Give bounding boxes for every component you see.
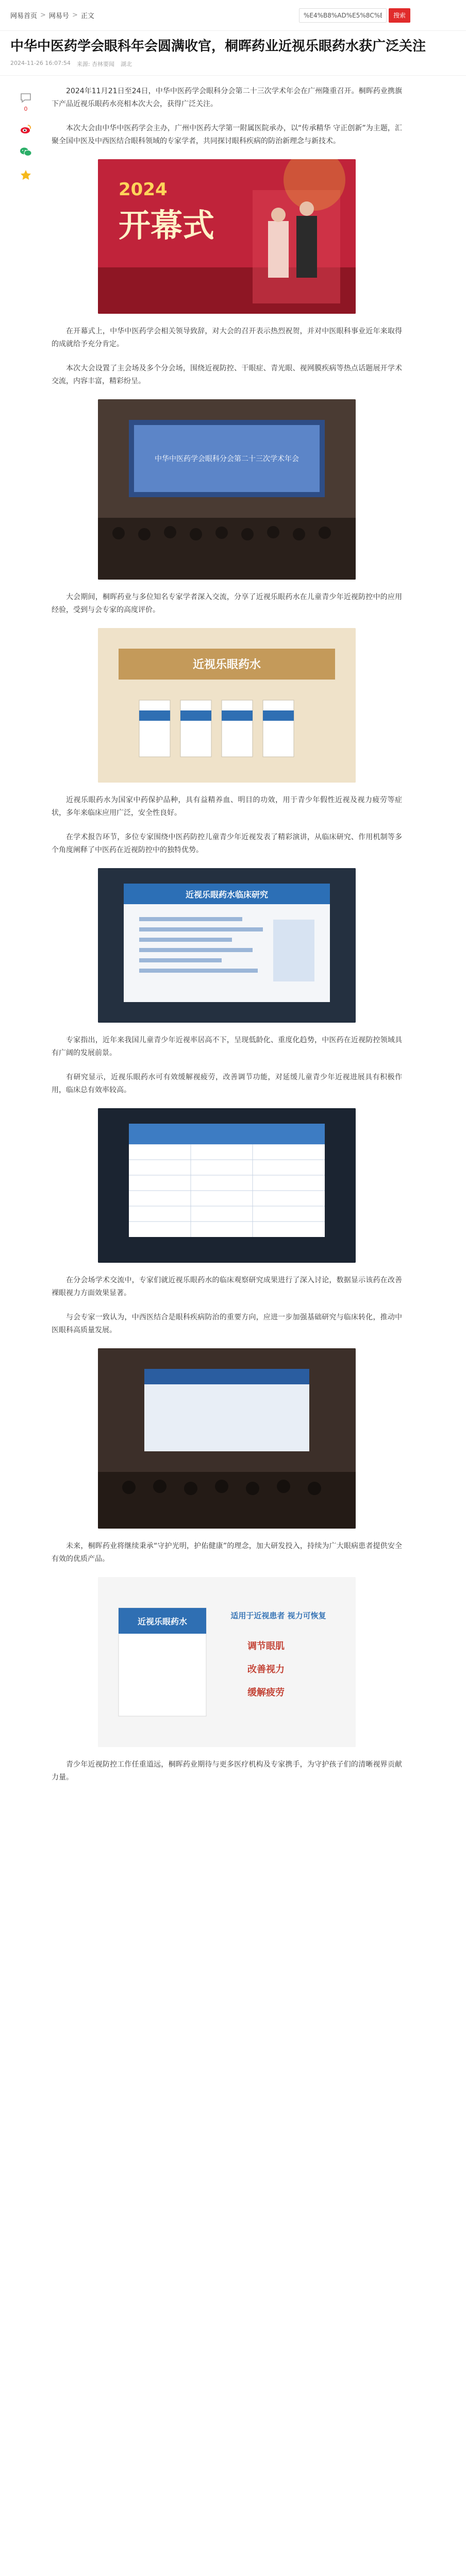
breadcrumb-current: 正文 (80, 12, 94, 20)
paragraph: 2024年11月21日至24日，中华中医药学会眼科分会第二十三次学术年会在广州隆重召开。桐晖药业携旗下产品近视乐眼药水亮相本次大会，获得广泛关注。 (52, 87, 402, 108)
paragraph: 未来，桐晖药业将继续秉承“守护光明，护佑健康”的理念，加大研发投入，持续为广大眼病患者提供安全有效的优质产品。 (52, 1542, 402, 1563)
conference-hall-graphic (98, 399, 356, 580)
article-title: 中华中医药学会眼科年会圆满收官，桐晖药业近视乐眼药水获广泛关注 (10, 39, 426, 54)
product-tag: 调节眼肌 (247, 1641, 285, 1652)
paragraph: 青少年近视防控工作任重道远，桐晖药业期待与更多医疗机构及专家携手，为守护孩子们的清晰视界贡献力量。 (52, 1760, 402, 1782)
opening-text: 开幕式 (119, 207, 215, 244)
product-booth-photo (98, 628, 356, 783)
product-booth-graphic (98, 628, 356, 783)
favorite-button[interactable] (20, 169, 32, 180)
breadcrumb: 网易首页 > 网易号 > 正文 (10, 11, 94, 20)
paragraph: 在学术报告环节，多位专家围绕中医药防控儿童青少年近视发表了精彩演讲，从临床研究、作用机制等多个角度阐释了中医药在近视防控中的独特优势。 (52, 833, 402, 854)
comment-count: 0 (24, 106, 28, 112)
paragraph: 本次大会设置了主会场及多个分会场，围绕近视防控、干眼症、青光眼、视网膜疾病等热点话题展开学术交流，内容丰富，精彩纷呈。 (52, 364, 402, 385)
product-tag: 缓解疲劳 (247, 1687, 285, 1698)
opening-ceremony-photo (98, 159, 356, 314)
search-input[interactable] (299, 8, 387, 23)
breadcrumb-channel[interactable]: 网易号 (48, 12, 69, 20)
conference-banner: 中华中医药学会眼科分会第二十三次学术年会 (155, 455, 299, 463)
weibo-icon (20, 124, 32, 135)
star-icon (20, 169, 32, 180)
comment-icon (20, 92, 32, 104)
search-button[interactable]: 搜索 (389, 8, 410, 23)
breadcrumb-home[interactable]: 网易首页 (10, 12, 38, 20)
audience-photo (98, 1348, 356, 1529)
article-body (52, 85, 402, 1795)
publish-date: 2024-11-26 16:07:54 (10, 60, 71, 66)
data-slide-graphic (98, 1108, 356, 1263)
paragraph: 大会期间，桐晖药业与多位知名专家学者深入交流，分享了近视乐眼药水在儿童青少年近视防控中的应用经验，受到与会专家的高度评价。 (52, 593, 402, 614)
paragraph: 在开幕式上，中华中医药学会相关领导致辞，对大会的召开表示热烈祝贺，并对中医眼科事业近年来取得的成就给予充分肯定。 (52, 327, 402, 348)
share-wechat-button[interactable] (20, 146, 32, 158)
article-meta (0, 57, 466, 76)
product-photo (98, 1577, 356, 1747)
product-tagline: 适用于近视患者 视力可恢复 (230, 1611, 326, 1620)
share-weibo-button[interactable] (20, 124, 32, 135)
opening-ceremony-graphic (98, 159, 356, 314)
paragraph: 有研究显示，近视乐眼药水可有效缓解视疲劳，改善调节功能，对延缓儿童青少年近视进展具有积极作用，临床总有效率较高。 (52, 1073, 402, 1094)
lecture-slide-photo (98, 868, 356, 1023)
slide-title: 近视乐眼药水临床研究 (185, 890, 269, 900)
conference-hall-photo (98, 399, 356, 580)
booth-product-name: 近视乐眼药水 (192, 658, 261, 671)
product-graphic (98, 1577, 356, 1747)
paragraph: 专家指出，近年来我国儿童青少年近视率居高不下，呈现低龄化、重度化趋势，中医药在近视防控领域具有广阔的发展前景。 (52, 1036, 402, 1057)
top-bar (0, 0, 466, 31)
opening-year: 2024 (119, 179, 168, 200)
paragraph: 本次大会由中华中医药学会主办，广州中医药大学第一附属医院承办，以“传承精华 守正创新”为主题，汇聚全国中医及中西医结合眼科领域的专家学者，共同探讨眼科疾病的防治新理念与新技术。 (52, 124, 402, 145)
paragraph: 在分会场学术交流中，专家们就近视乐眼药水的临床观察研究成果进行了深入讨论，数据显示该药在改善裸眼视力方面效果显著。 (52, 1276, 402, 1297)
comment-button[interactable] (20, 92, 32, 112)
article-location: 湖北 (121, 61, 132, 67)
data-slide-photo (98, 1108, 356, 1263)
audience-graphic (98, 1348, 356, 1529)
paragraph: 与会专家一致认为，中西医结合是眼科疾病防治的重要方向，应进一步加强基础研究与临床转化，推动中医眼科高质量发展。 (52, 1313, 402, 1334)
article-source[interactable]: 来源: 杏林要闻 (76, 61, 115, 67)
lecture-slide-graphic (98, 868, 356, 1023)
product-tag: 改善视力 (247, 1664, 285, 1675)
wechat-icon (20, 146, 32, 158)
product-box-name: 近视乐眼药水 (137, 1617, 188, 1626)
search-area (299, 8, 410, 23)
share-sidebar (0, 85, 52, 1795)
paragraph: 近视乐眼药水为国家中药保护品种，具有益精养血、明目的功效，用于青少年假性近视及视力疲劳等症状，多年来临床应用广泛，安全性良好。 (52, 796, 402, 817)
